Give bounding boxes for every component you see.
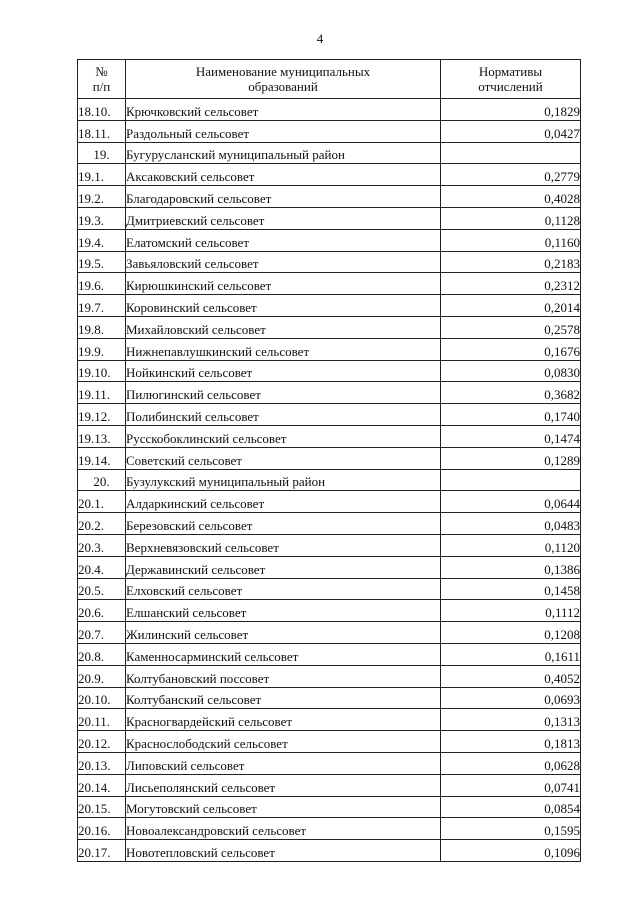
table-row xyxy=(78,731,581,753)
norms-table xyxy=(77,59,581,862)
row-number: 20.13. xyxy=(78,752,126,774)
header-number xyxy=(78,60,126,99)
municipality-name: Липовский сельсовет xyxy=(126,752,441,774)
municipality-name: Полибинский сельсовет xyxy=(126,404,441,426)
table-row xyxy=(78,840,581,862)
norm-value: 0,3682 xyxy=(441,382,581,404)
municipality-name: Михайловский сельсовет xyxy=(126,316,441,338)
row-number: 20.17. xyxy=(78,840,126,862)
municipality-name: Елатомский сельсовет xyxy=(126,229,441,251)
header-value-line-2: отчислений xyxy=(478,79,543,94)
norm-value: 0,1676 xyxy=(441,338,581,360)
header-name-line-1: Наименование муниципальных xyxy=(195,64,371,79)
norm-value: 0,1160 xyxy=(441,229,581,251)
municipality-name: Колтубановский поссовет xyxy=(126,665,441,687)
table-row xyxy=(78,600,581,622)
table-row xyxy=(78,164,581,186)
row-number: 20.15. xyxy=(78,796,126,818)
norm-value: 0,1611 xyxy=(441,643,581,665)
norm-value: 0,1289 xyxy=(441,447,581,469)
municipality-name: Нойкинский сельсовет xyxy=(126,360,441,382)
row-number: 20.1. xyxy=(78,491,126,513)
header-value xyxy=(441,60,581,99)
table-row xyxy=(78,447,581,469)
norm-value: 0,1458 xyxy=(441,578,581,600)
row-number: 20.4. xyxy=(78,556,126,578)
norm-value: 0,2014 xyxy=(441,295,581,317)
row-number: 19.1. xyxy=(78,164,126,186)
table-row xyxy=(78,643,581,665)
row-number: 19.13. xyxy=(78,425,126,447)
row-number: 20.8. xyxy=(78,643,126,665)
header-number-line-2: п/п xyxy=(92,79,111,94)
row-number: 19.9. xyxy=(78,338,126,360)
municipality-name: Новотепловский сельсовет xyxy=(126,840,441,862)
table-row xyxy=(78,534,581,556)
municipality-name: Каменносарминский сельсовет xyxy=(126,643,441,665)
norm-value: 0,1740 xyxy=(441,404,581,426)
row-number: 18.11. xyxy=(78,120,126,142)
table-row xyxy=(78,513,581,535)
table-row xyxy=(78,818,581,840)
row-number: 20.12. xyxy=(78,731,126,753)
municipality-name: Завьяловский сельсовет xyxy=(126,251,441,273)
norm-value: 0,4052 xyxy=(441,665,581,687)
row-number: 20. xyxy=(78,469,126,491)
municipality-name: Кирюшкинский сельсовет xyxy=(126,273,441,295)
municipality-name: Аксаковский сельсовет xyxy=(126,164,441,186)
table-row xyxy=(78,338,581,360)
norm-value: 0,0830 xyxy=(441,360,581,382)
norm-value: 0,1313 xyxy=(441,709,581,731)
table-group-row xyxy=(78,142,581,164)
row-number: 19.7. xyxy=(78,295,126,317)
header-name xyxy=(126,60,441,99)
norm-value: 0,4028 xyxy=(441,186,581,208)
table-header-row xyxy=(78,60,581,99)
norm-value: 0,2779 xyxy=(441,164,581,186)
municipality-name: Коровинский сельсовет xyxy=(126,295,441,317)
municipality-name: Колтубанский сельсовет xyxy=(126,687,441,709)
header-value-line-1: Нормативы xyxy=(478,64,543,79)
municipality-name: Державинский сельсовет xyxy=(126,556,441,578)
district-name: Бузулукский муниципальный район xyxy=(126,469,441,491)
municipality-name: Елховский сельсовет xyxy=(126,578,441,600)
norm-value xyxy=(441,469,581,491)
table-row xyxy=(78,752,581,774)
norm-value: 0,0483 xyxy=(441,513,581,535)
table-row xyxy=(78,687,581,709)
norm-value: 0,1474 xyxy=(441,425,581,447)
municipality-name: Нижнепавлушкинский сельсовет xyxy=(126,338,441,360)
district-name: Бугурусланский муниципальный район xyxy=(126,142,441,164)
table-row xyxy=(78,796,581,818)
table-row xyxy=(78,774,581,796)
norm-value: 0,1128 xyxy=(441,207,581,229)
norm-value: 0,1112 xyxy=(441,600,581,622)
row-number: 19.5. xyxy=(78,251,126,273)
row-number: 20.14. xyxy=(78,774,126,796)
row-number: 19.2. xyxy=(78,186,126,208)
row-number: 19.14. xyxy=(78,447,126,469)
norm-value: 0,0854 xyxy=(441,796,581,818)
header-number-line-1: № xyxy=(95,64,108,79)
row-number: 20.9. xyxy=(78,665,126,687)
norm-value: 0,0628 xyxy=(441,752,581,774)
row-number: 20.5. xyxy=(78,578,126,600)
norm-value: 0,0427 xyxy=(441,120,581,142)
row-number: 19.8. xyxy=(78,316,126,338)
table-row xyxy=(78,295,581,317)
table-group-row xyxy=(78,469,581,491)
table-row xyxy=(78,99,581,121)
norm-value: 0,1829 xyxy=(441,99,581,121)
municipality-name: Лисьеполянский сельсовет xyxy=(126,774,441,796)
municipality-name: Верхневязовский сельсовет xyxy=(126,534,441,556)
row-number: 19. xyxy=(78,142,126,164)
table-body xyxy=(78,99,581,862)
table-row xyxy=(78,622,581,644)
table-row xyxy=(78,251,581,273)
table-row xyxy=(78,404,581,426)
row-number: 19.6. xyxy=(78,273,126,295)
municipality-name: Красногвардейский сельсовет xyxy=(126,709,441,731)
row-number: 20.16. xyxy=(78,818,126,840)
table-row xyxy=(78,709,581,731)
norm-value: 0,1208 xyxy=(441,622,581,644)
norm-value: 0,2578 xyxy=(441,316,581,338)
municipality-name: Крючковский сельсовет xyxy=(126,99,441,121)
municipality-name: Краснослободский сельсовет xyxy=(126,731,441,753)
municipality-name: Елшанский сельсовет xyxy=(126,600,441,622)
municipality-name: Дмитриевский сельсовет xyxy=(126,207,441,229)
norm-value: 0,1386 xyxy=(441,556,581,578)
norm-value: 0,2183 xyxy=(441,251,581,273)
row-number: 19.12. xyxy=(78,404,126,426)
row-number: 18.10. xyxy=(78,99,126,121)
table-row xyxy=(78,425,581,447)
norm-value: 0,0693 xyxy=(441,687,581,709)
table-row xyxy=(78,316,581,338)
municipality-name: Советский сельсовет xyxy=(126,447,441,469)
municipality-name: Могутовский сельсовет xyxy=(126,796,441,818)
table-row xyxy=(78,556,581,578)
row-number: 19.4. xyxy=(78,229,126,251)
page-number: 4 xyxy=(316,31,324,46)
municipality-name: Новоалександровский сельсовет xyxy=(126,818,441,840)
municipality-name: Раздольный сельсовет xyxy=(126,120,441,142)
norm-value: 0,1096 xyxy=(441,840,581,862)
row-number: 20.11. xyxy=(78,709,126,731)
table-row xyxy=(78,120,581,142)
norm-value: 0,2312 xyxy=(441,273,581,295)
row-number: 20.6. xyxy=(78,600,126,622)
row-number: 20.10. xyxy=(78,687,126,709)
header-name-line-2: образований xyxy=(248,79,318,94)
table-row xyxy=(78,578,581,600)
table-row xyxy=(78,491,581,513)
row-number: 19.3. xyxy=(78,207,126,229)
norm-value: 0,1595 xyxy=(441,818,581,840)
municipality-name: Благодаровский сельсовет xyxy=(126,186,441,208)
norm-value: 0,0644 xyxy=(441,491,581,513)
row-number: 19.11. xyxy=(78,382,126,404)
table-row xyxy=(78,273,581,295)
table-row xyxy=(78,229,581,251)
table-row xyxy=(78,207,581,229)
municipality-name: Алдаркинский сельсовет xyxy=(126,491,441,513)
table-row xyxy=(78,186,581,208)
norm-value: 0,0741 xyxy=(441,774,581,796)
table-row xyxy=(78,382,581,404)
norm-value: 0,1120 xyxy=(441,534,581,556)
table-row xyxy=(78,360,581,382)
row-number: 20.7. xyxy=(78,622,126,644)
norm-value: 0,1813 xyxy=(441,731,581,753)
norm-value xyxy=(441,142,581,164)
municipality-name: Березовский сельсовет xyxy=(126,513,441,535)
row-number: 20.2. xyxy=(78,513,126,535)
row-number: 20.3. xyxy=(78,534,126,556)
table-row xyxy=(78,665,581,687)
municipality-name: Пилюгинский сельсовет xyxy=(126,382,441,404)
row-number: 19.10. xyxy=(78,360,126,382)
municipality-name: Русскобоклинский сельсовет xyxy=(126,425,441,447)
municipality-name: Жилинский сельсовет xyxy=(126,622,441,644)
